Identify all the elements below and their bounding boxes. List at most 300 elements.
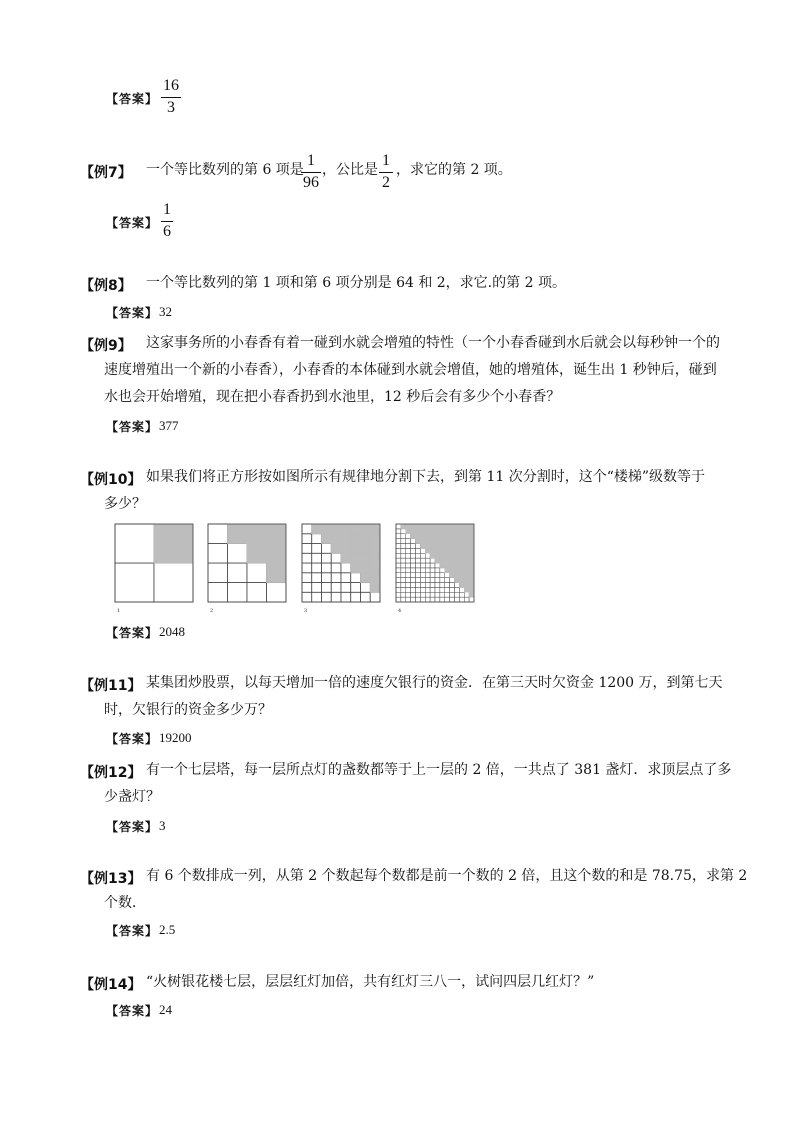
shaded-cell <box>455 529 460 534</box>
stair-cell <box>416 553 421 558</box>
stair-cell <box>302 583 312 593</box>
example-9-answer: 377 <box>159 418 179 433</box>
shaded-cell <box>459 558 464 563</box>
shaded-cell <box>455 544 460 549</box>
figure-label: 4 <box>398 608 402 613</box>
example-13-line-1: 有 6 个数排成一列，从第 2 个数起每个数都是前一个数的 2 倍，且这个数的和是 78.75，求第 2 <box>146 868 748 884</box>
shaded-cell <box>435 548 440 553</box>
stair-cell <box>445 573 450 578</box>
stair-cell <box>331 553 341 563</box>
stair-cell <box>401 583 406 588</box>
stair-cell <box>435 583 440 588</box>
shaded-cell <box>331 544 341 554</box>
example-7-fraction-1 <box>301 152 321 192</box>
shaded-cell <box>430 529 435 534</box>
stair-cell <box>411 597 416 602</box>
shaded-cell <box>361 573 371 583</box>
shaded-cell <box>450 568 455 573</box>
stair-cell <box>401 573 406 578</box>
example-12-line-2: 少盏灯？ <box>104 789 160 805</box>
shaded-cell <box>469 578 474 583</box>
stair-cell <box>420 583 425 588</box>
shaded-cell <box>450 534 455 539</box>
stair-cell <box>425 558 430 563</box>
stair-cell <box>411 558 416 563</box>
shaded-cell <box>469 553 474 558</box>
shaded-cell <box>469 563 474 568</box>
shaded-cell <box>322 524 332 534</box>
stair-cell <box>341 592 351 602</box>
example-9-tag: 【例9】 <box>80 338 132 354</box>
stair-cell <box>440 583 445 588</box>
fraction-numerator: 16 <box>163 77 179 94</box>
stair-cell <box>420 587 425 592</box>
shaded-cell <box>455 548 460 553</box>
stair-cell <box>341 573 351 583</box>
shaded-cell <box>440 539 445 544</box>
example-7-fraction-2 <box>379 152 393 192</box>
stair-cell <box>331 583 341 593</box>
stair-cell <box>469 597 474 602</box>
stair-cell <box>396 573 401 578</box>
stair-cell <box>430 583 435 588</box>
fraction-denominator: 3 <box>167 99 175 116</box>
shaded-cell <box>459 529 464 534</box>
stair-cell <box>401 578 406 583</box>
example-9-line-1: 这家事务所的小春香有着一碰到水就会增殖的特性（一个小春香碰到水后就会以每秒钟一个的 <box>146 335 720 351</box>
fraction-denominator: 6 <box>163 223 171 240</box>
stair-cell <box>302 553 312 563</box>
shaded-cell <box>430 534 435 539</box>
stair-cell <box>302 544 312 554</box>
shaded-cell <box>459 548 464 553</box>
shaded-cell <box>459 573 464 578</box>
stair-cell <box>406 578 411 583</box>
stair-cell <box>445 592 450 597</box>
example-7-question-part3: ，求它的第 2 项。 <box>396 162 512 178</box>
stair-cell <box>430 563 435 568</box>
fraction-numerator: 1 <box>163 201 171 218</box>
stair-cell <box>416 548 421 553</box>
example-8-answer: 32 <box>159 304 172 319</box>
shaded-cell <box>267 544 287 564</box>
shaded-cell <box>459 553 464 558</box>
shaded-cell <box>267 524 287 544</box>
stair-cell <box>435 597 440 602</box>
shaded-cell <box>416 524 421 529</box>
example-12-answer: 3 <box>159 818 166 833</box>
stair-cell <box>406 592 411 597</box>
example-14-answer: 24 <box>159 1002 172 1017</box>
shaded-cell <box>440 563 445 568</box>
shaded-cell <box>464 539 469 544</box>
shaded-cell <box>469 539 474 544</box>
answer-label: 【答案】 <box>106 626 159 640</box>
stair-cell <box>312 563 322 573</box>
stair-cell <box>440 587 445 592</box>
shaded-cell <box>420 529 425 534</box>
shaded-cell <box>370 553 380 563</box>
staircase-figure-3 <box>301 523 381 613</box>
shaded-cell <box>445 563 450 568</box>
stair-cell <box>411 563 416 568</box>
stair-cell <box>425 597 430 602</box>
shaded-cell <box>459 563 464 568</box>
shaded-cell <box>228 524 248 544</box>
stair-cell <box>435 573 440 578</box>
stair-cell <box>430 558 435 563</box>
stair-cell <box>411 539 416 544</box>
stair-cell <box>396 592 401 597</box>
stair-cell <box>401 563 406 568</box>
shaded-cell <box>445 558 450 563</box>
stair-cell <box>302 573 312 583</box>
shaded-cell <box>322 534 332 544</box>
example-13-tag: 【例13】 <box>80 871 142 887</box>
stair-cell <box>396 587 401 592</box>
staircase-figure-1 <box>114 523 194 613</box>
shaded-cell <box>455 568 460 573</box>
shaded-cell <box>440 524 445 529</box>
fraction-bar <box>161 221 173 222</box>
shaded-cell <box>341 544 351 554</box>
shaded-cell <box>341 553 351 563</box>
stair-cell <box>396 524 401 529</box>
stair-cell <box>406 534 411 539</box>
shaded-cell <box>469 529 474 534</box>
shaded-cell <box>425 548 430 553</box>
shaded-cell <box>440 529 445 534</box>
shaded-cell <box>464 529 469 534</box>
stair-cell <box>420 548 425 553</box>
shaded-cell <box>455 578 460 583</box>
stair-cell <box>351 592 361 602</box>
shaded-cell <box>154 524 193 563</box>
stair-cell <box>435 592 440 597</box>
stair-cell <box>420 592 425 597</box>
shaded-cell <box>455 553 460 558</box>
answer-label: 【答案】 <box>106 306 159 320</box>
shaded-cell <box>464 548 469 553</box>
stair-cell <box>312 544 322 554</box>
stair-cell <box>416 578 421 583</box>
stair-cell <box>312 592 322 602</box>
stair-cell <box>401 539 406 544</box>
stair-cell <box>406 583 411 588</box>
stair-cell <box>430 568 435 573</box>
stair-cell <box>406 539 411 544</box>
stair-cell <box>411 553 416 558</box>
shaded-cell <box>469 587 474 592</box>
shaded-cell <box>464 553 469 558</box>
stair-cell <box>459 597 464 602</box>
shaded-cell <box>416 529 421 534</box>
stair-cell <box>445 587 450 592</box>
stair-cell <box>416 583 421 588</box>
stair-cell <box>440 597 445 602</box>
stair-cell <box>420 578 425 583</box>
shaded-cell <box>445 544 450 549</box>
answer-label: 【答案】 <box>106 732 159 746</box>
shaded-cell <box>445 534 450 539</box>
shaded-cell <box>464 568 469 573</box>
stair-cell <box>416 544 421 549</box>
shaded-cell <box>469 573 474 578</box>
stair-cell <box>312 583 322 593</box>
stair-cell <box>115 524 154 563</box>
stair-cell <box>455 587 460 592</box>
stair-cell <box>406 573 411 578</box>
fraction-numerator: 1 <box>382 152 390 169</box>
shaded-cell <box>435 544 440 549</box>
stair-cell <box>247 563 267 583</box>
shaded-cell <box>351 524 361 534</box>
shaded-cell <box>469 558 474 563</box>
stair-cell <box>430 578 435 583</box>
stair-cell <box>208 563 228 583</box>
stair-cell <box>267 583 287 603</box>
shaded-cell <box>459 524 464 529</box>
stair-cell <box>430 592 435 597</box>
stair-cell <box>396 563 401 568</box>
stair-cell <box>455 583 460 588</box>
stair-cell <box>459 592 464 597</box>
fraction-bar <box>301 172 321 173</box>
shaded-cell <box>440 548 445 553</box>
stair-cell <box>411 592 416 597</box>
shaded-cell <box>455 524 460 529</box>
stair-cell <box>411 578 416 583</box>
shaded-cell <box>351 544 361 554</box>
example-7-answer-fraction <box>161 201 173 241</box>
stair-cell <box>435 578 440 583</box>
stair-cell <box>322 553 332 563</box>
answer-fraction <box>161 77 181 117</box>
fraction-denominator: 2 <box>382 174 390 191</box>
shaded-cell <box>464 563 469 568</box>
stair-cell <box>396 568 401 573</box>
stair-cell <box>420 558 425 563</box>
example-14-question: “火树银花楼七层，层层红灯加倍，共有红灯三八一，试问四层几红灯？” <box>146 974 595 990</box>
stair-cell <box>435 563 440 568</box>
stair-cell <box>430 597 435 602</box>
stair-cell <box>401 548 406 553</box>
example-11-line-2: 时，欠银行的资金多少万？ <box>104 702 272 718</box>
example-11-answer: 19200 <box>159 730 192 745</box>
fraction-bar <box>379 172 393 173</box>
stair-cell <box>416 568 421 573</box>
shaded-cell <box>425 539 430 544</box>
stair-cell <box>411 568 416 573</box>
shaded-cell <box>420 539 425 544</box>
shaded-cell <box>411 534 416 539</box>
shaded-cell <box>331 524 341 534</box>
stair-cell <box>420 553 425 558</box>
stair-cell <box>401 558 406 563</box>
stair-cell <box>420 597 425 602</box>
stair-cell <box>406 563 411 568</box>
example-11-tag: 【例11】 <box>80 678 142 694</box>
shaded-cell <box>370 544 380 554</box>
stair-cell <box>440 578 445 583</box>
fraction-denominator: 96 <box>303 174 319 191</box>
shaded-cell <box>440 544 445 549</box>
shaded-cell <box>435 558 440 563</box>
stair-cell <box>396 583 401 588</box>
stair-cell <box>435 568 440 573</box>
figure-label: 2 <box>210 608 214 613</box>
shaded-cell <box>445 539 450 544</box>
stair-cell <box>396 597 401 602</box>
stair-cell <box>416 592 421 597</box>
shaded-cell <box>430 553 435 558</box>
stair-cell <box>445 583 450 588</box>
example-10-answer: 2048 <box>159 624 185 639</box>
stair-cell <box>406 597 411 602</box>
shaded-cell <box>445 529 450 534</box>
stair-cell <box>370 592 380 602</box>
shaded-cell <box>450 539 455 544</box>
stair-cell <box>416 558 421 563</box>
stair-cell <box>450 587 455 592</box>
shaded-cell <box>370 573 380 583</box>
shaded-cell <box>331 534 341 544</box>
stair-cell <box>411 544 416 549</box>
stair-cell <box>416 563 421 568</box>
shaded-cell <box>361 563 371 573</box>
staircase-figure-4 <box>395 523 475 613</box>
example-9-line-2: 速度增殖出一个新的小春香），小春香的本体碰到水就会增值，她的增殖体，诞生出 1 秒钟后，碰到 <box>104 362 717 378</box>
shaded-cell <box>440 553 445 558</box>
stair-cell <box>115 563 154 602</box>
shaded-cell <box>455 558 460 563</box>
shaded-cell <box>416 534 421 539</box>
shaded-cell <box>455 539 460 544</box>
answer-label: 【答案】 <box>106 420 159 434</box>
shaded-cell <box>450 524 455 529</box>
example-10-line-2: 多少？ <box>104 496 146 512</box>
shaded-cell <box>459 534 464 539</box>
stair-cell <box>401 568 406 573</box>
stair-cell <box>312 534 322 544</box>
shaded-cell <box>464 534 469 539</box>
shaded-cell <box>469 568 474 573</box>
shaded-cell <box>341 524 351 534</box>
stair-cell <box>464 597 469 602</box>
stair-cell <box>425 578 430 583</box>
shaded-cell <box>411 524 416 529</box>
shaded-cell <box>459 539 464 544</box>
shaded-cell <box>351 534 361 544</box>
stair-cell <box>312 553 322 563</box>
example-10-line-1: 如果我们将正方形按如图所示有规律地分割下去，到第 11 次分割时，这个“楼梯”级数等于 <box>146 469 706 485</box>
shaded-cell <box>469 548 474 553</box>
shaded-cell <box>370 534 380 544</box>
stair-cell <box>425 553 430 558</box>
shaded-cell <box>445 548 450 553</box>
example-10-tag: 【例10】 <box>80 472 142 488</box>
stair-cell <box>420 573 425 578</box>
shaded-cell <box>450 563 455 568</box>
stair-cell <box>401 534 406 539</box>
shaded-cell <box>425 524 430 529</box>
stair-cell <box>322 583 332 593</box>
stair-cell <box>411 548 416 553</box>
shaded-cell <box>464 558 469 563</box>
stair-cell <box>396 578 401 583</box>
shaded-cell <box>464 573 469 578</box>
shaded-cell <box>445 553 450 558</box>
stair-cell <box>401 597 406 602</box>
stair-cell <box>322 592 332 602</box>
shaded-cell <box>361 553 371 563</box>
example-14-tag: 【例14】 <box>80 977 142 993</box>
answer-label: 【答案】 <box>106 1004 159 1018</box>
stair-cell <box>406 568 411 573</box>
shaded-cell <box>469 592 474 597</box>
shaded-cell <box>450 573 455 578</box>
stair-cell <box>425 587 430 592</box>
stair-cell <box>455 592 460 597</box>
fraction-numerator: 1 <box>307 152 315 169</box>
shaded-cell <box>406 529 411 534</box>
shaded-cell <box>464 544 469 549</box>
stair-cell <box>351 573 361 583</box>
answer-label: 【答案】 <box>106 820 159 834</box>
stair-cell <box>406 553 411 558</box>
example-8-tag: 【例8】 <box>80 278 132 294</box>
stair-cell <box>406 548 411 553</box>
stair-cell <box>440 568 445 573</box>
shaded-cell <box>430 539 435 544</box>
stair-cell <box>322 544 332 554</box>
shaded-cell <box>459 544 464 549</box>
stair-cell <box>331 592 341 602</box>
example-12-line-1: 有一个七层塔，每一层所点灯的盏数都等于上一层的 2 倍，一共点了 381 盏灯．求顶层点了多 <box>146 762 732 778</box>
answer-label: 【答案】 <box>106 92 159 106</box>
stair-cell <box>154 563 193 602</box>
fraction-bar <box>161 97 181 98</box>
stair-cell <box>406 587 411 592</box>
shaded-cell <box>435 553 440 558</box>
answer-label: 【答案】 <box>106 924 159 938</box>
shaded-cell <box>267 563 287 583</box>
stair-cell <box>361 592 371 602</box>
shaded-cell <box>450 558 455 563</box>
shaded-cell <box>370 524 380 534</box>
stair-cell <box>208 524 228 544</box>
stair-cell <box>416 597 421 602</box>
stair-cell <box>430 587 435 592</box>
shaded-cell <box>450 553 455 558</box>
stair-cell <box>406 558 411 563</box>
stair-cell <box>396 529 401 534</box>
shaded-cell <box>445 568 450 573</box>
shaded-cell <box>361 544 371 554</box>
stair-cell <box>208 544 228 564</box>
stair-cell <box>331 573 341 583</box>
shaded-cell <box>469 524 474 529</box>
example-11-line-1: 某集团炒股票，以每天增加一倍的速度欠银行的资金．在第三天时欠资金 1200 万，到第七天 <box>146 675 723 691</box>
stair-cell <box>228 544 248 564</box>
shaded-cell <box>450 544 455 549</box>
stair-cell <box>331 563 341 573</box>
stair-cell <box>430 573 435 578</box>
shaded-cell <box>312 524 322 534</box>
shaded-cell <box>361 534 371 544</box>
shaded-cell <box>455 573 460 578</box>
stair-cell <box>450 583 455 588</box>
